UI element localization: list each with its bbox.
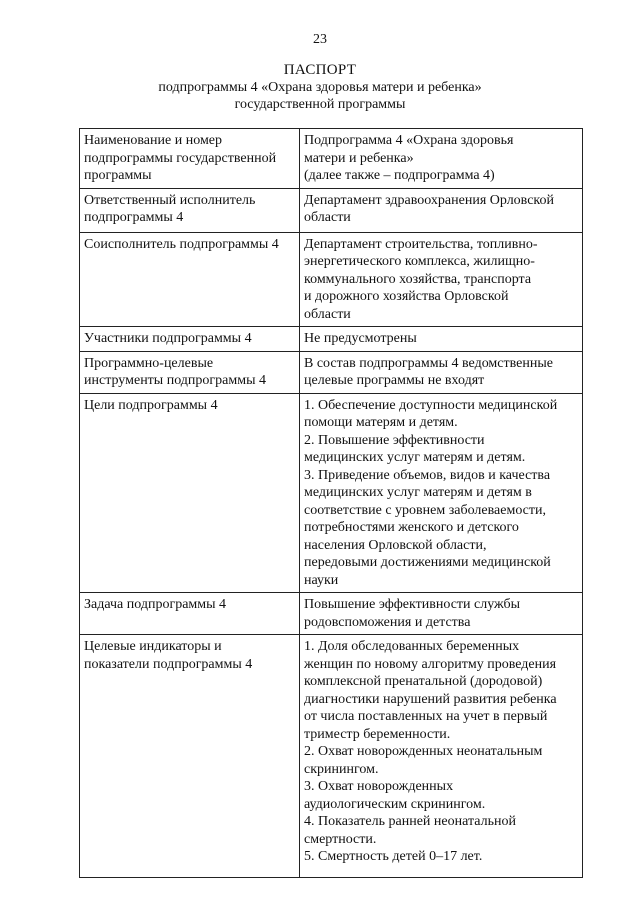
row-value-line: населения Орловской области, xyxy=(304,537,487,553)
passport-row xyxy=(80,188,583,232)
row-label-cell xyxy=(80,635,300,878)
row-value-line: 2. Повышение эффективности xyxy=(304,432,485,448)
row-value-line: (далее также – подпрограмма 4) xyxy=(304,168,495,183)
passport-row xyxy=(80,593,583,635)
row-value-line: 2. Охват новорожденных неонатальным xyxy=(304,744,543,759)
row-value-cell xyxy=(300,635,583,878)
row-value-line: медицинских услуг матерям и детям. xyxy=(304,450,526,465)
row-label-line: Наименование и номер xyxy=(84,133,223,148)
row-value-line: соответствие с уровнем заболеваемости, xyxy=(304,502,546,518)
row-value-line: аудиологическим скринингом. xyxy=(304,796,486,812)
row-label-cell xyxy=(80,593,300,635)
row-value-line: 4. Показатель ранней неонатальной xyxy=(304,814,516,829)
row-label-line: Задача подпрограммы 4 xyxy=(84,597,227,612)
row-value-line: 1. Обеспечение доступности медицинской xyxy=(304,397,558,413)
row-value-line: области xyxy=(304,306,351,322)
row-value-line: Повышение эффективности службы xyxy=(304,597,521,612)
row-value-line: потребностями женского и детского xyxy=(304,520,519,535)
row-label-cell xyxy=(80,188,300,232)
row-value-line: Департамент строительства, топливно- xyxy=(304,236,538,252)
row-label-line: Цели подпрограммы 4 xyxy=(84,397,218,413)
row-value-line: Департамент здравоохранения Орловской xyxy=(304,192,555,208)
row-value-line: родовспоможения и детства xyxy=(304,614,471,630)
row-value-cell xyxy=(300,393,583,593)
row-value-line: Не предусмотрены xyxy=(304,331,417,346)
row-value-line: смертности. xyxy=(304,831,377,847)
passport-row xyxy=(80,327,583,352)
row-value-cell xyxy=(300,129,583,189)
row-label-line: Участники подпрограммы 4 xyxy=(84,331,252,346)
row-value-line: В состав подпрограммы 4 ведомственные xyxy=(304,355,553,371)
row-value-line: и дорожного хозяйства Орловской xyxy=(304,289,509,304)
row-value-cell xyxy=(300,232,583,327)
row-value-line: диагностики нарушений развития ребенка xyxy=(304,691,557,707)
passport-row xyxy=(80,635,583,878)
row-value-line: помощи матерям и детям. xyxy=(304,415,458,430)
row-value-line: от числа поставленных на учет в первый xyxy=(304,709,548,724)
row-value-line: коммунального хозяйства, транспорта xyxy=(304,271,532,287)
row-value-line: женщин по новому алгоритму проведения xyxy=(304,656,557,672)
row-label-cell xyxy=(80,129,300,189)
row-value-cell xyxy=(300,327,583,352)
row-value-cell xyxy=(300,351,583,393)
row-label-line: инструменты подпрограммы 4 xyxy=(84,373,266,388)
row-value-line: передовыми достижениями медицинской xyxy=(304,555,551,570)
passport-row xyxy=(80,351,583,393)
row-value-line: 1. Доля обследованных беременных xyxy=(304,639,520,654)
row-label-cell xyxy=(80,232,300,327)
row-value-line: целевые программы не входят xyxy=(304,373,485,388)
row-label-line: подпрограммы государственной xyxy=(84,150,277,166)
row-value-line: науки xyxy=(304,572,339,588)
page-number: 23 xyxy=(313,32,327,47)
passport-table xyxy=(79,128,583,878)
row-value-line: 3. Охват новорожденных xyxy=(304,779,454,794)
row-value-line: области xyxy=(304,210,351,225)
row-value-line: энергетического комплекса, жилищно- xyxy=(304,254,535,269)
row-label-cell xyxy=(80,327,300,352)
row-label-line: Ответственный исполнитель xyxy=(84,192,256,208)
row-value-line: скринингом. xyxy=(304,761,379,777)
passport-row xyxy=(80,232,583,327)
row-value-line: триместр беременности. xyxy=(304,726,451,742)
row-label-line: Целевые индикаторы и xyxy=(84,639,222,654)
row-label-cell xyxy=(80,393,300,593)
row-label-line: программы xyxy=(84,168,152,183)
document-title xyxy=(0,62,640,113)
row-label-line: показатели подпрограммы 4 xyxy=(84,656,253,672)
row-value-line: 5. Смертность детей 0–17 лет. xyxy=(304,849,483,864)
row-value-cell xyxy=(300,593,583,635)
row-label-line: Соисполнитель подпрограммы 4 xyxy=(84,236,279,252)
row-value-line: Подпрограмма 4 «Охрана здоровья xyxy=(304,133,514,148)
row-value-line: комплексной пренатальной (дородовой) xyxy=(304,674,543,689)
row-value-line: медицинских услуг матерям и детям в xyxy=(304,485,532,500)
passport-table-body xyxy=(80,129,583,878)
row-label-cell xyxy=(80,351,300,393)
title-heading: ПАСПОРТ xyxy=(283,62,357,78)
passport-row xyxy=(80,393,583,593)
row-label-line: Программно-целевые xyxy=(84,355,214,371)
title-line-1: подпрограммы 4 «Охрана здоровья матери и ребенка» xyxy=(158,80,482,95)
title-line-2: государственной программы xyxy=(234,97,406,112)
row-value-cell xyxy=(300,188,583,232)
row-value-line: 3. Приведение объемов, видов и качества xyxy=(304,467,551,483)
passport-row xyxy=(80,129,583,189)
row-value-line: матери и ребенка» xyxy=(304,150,414,166)
row-label-line: подпрограммы 4 xyxy=(84,210,184,225)
